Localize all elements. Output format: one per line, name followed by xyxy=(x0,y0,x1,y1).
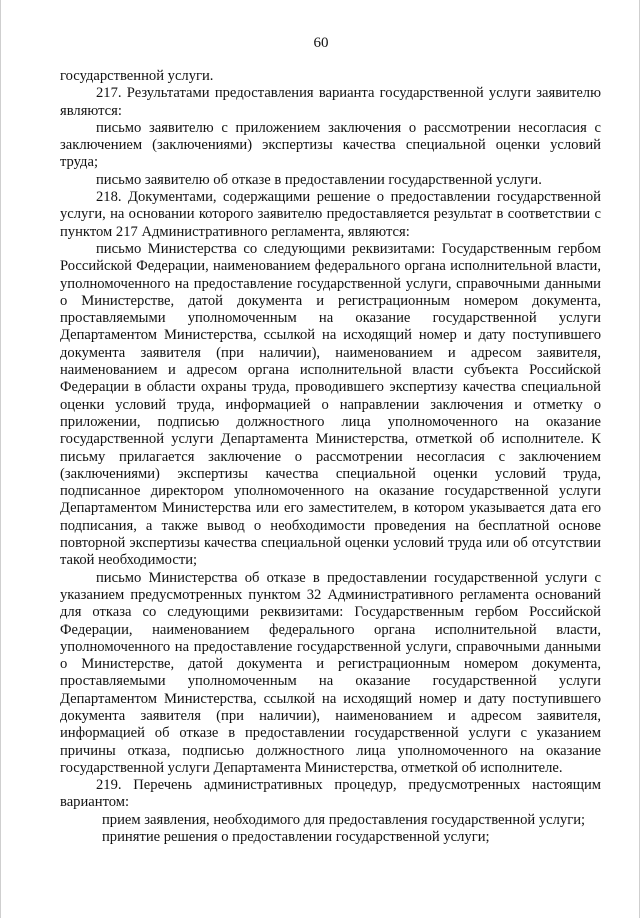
paragraph-218-letter-1: письмо Министерства со следующими реквизитами: Государственным гербом Российской Федерации, наименованием федерального органа исполнительной власти, уполномоченного на предоставление государственной услуги, справочными данными о Министерстве, датой документа и регистрационным номером документа, проставляемыми уполномоченным на оказание государственной услуги Департаментом Министерства, ссылкой на исходящий номер и дату поступившего документа заявителя (при наличии), наименованием и адресом заявителя, наименованием и адресом органа исполнительной власти субъекта Российской Федерации в области охраны труда, проводившего экспертизу качества специальной оценки условий труда, информацией о направлении заключения и отметку о приложении, подписью должностного лица уполномоченного на оказание государственной услуги Департамента Министерства, отметкой об исполнителе. К письму прилагается заключение о рассмотрении несогласия с заключением (заключениями) экспертизы качества специальной оценки условий труда, подписанное директором уполномоченного на оказание государственной услуги Департаментом Министерства или его заместителем, в котором указывается дата его подписания, а также вывод о необходимости проведения на бесплатной основе повторной экспертизы качества специальной оценки условий труда или об отсутствии такой необходимости; xyxy=(60,240,601,569)
document-body xyxy=(60,68,601,846)
paragraph-217: 217. Результатами предоставления варианта государственной услуги заявителю являются: xyxy=(60,85,601,119)
paragraph-218-letter-2: письмо Министерства об отказе в предоставлении государственной услуги с указанием предусмотренных пунктом 32 Административного регламента оснований для отказа со следующими реквизитами: Государственным гербом Российской Федерации, наименованием федерального органа исполнительной власти, уполномоченного на предоставление государственной услуги, справочными данными о Министерстве, датой документа и регистрационным номером документа, проставляемыми уполномоченным на оказание государственной услуги Департаментом Министерства, ссылкой на исходящий номер и дату поступившего документа заявителя (при наличии), наименованием и адресом заявителя, информацией об отказе в предоставлении государственной услуги с указанием причины отказа, подписью должностного лица уполномоченного на оказание государственной услуги Департамента Министерства, отметкой об исполнителе. xyxy=(60,569,601,776)
paragraph-continuation: государственной услуги. xyxy=(60,68,214,84)
paragraph-217-result-2: письмо заявителю об отказе в предоставлении государственной услуги. xyxy=(96,171,542,188)
paragraph-218: 218. Документами, содержащими решение о предоставлении государственной услуги, на основании которого заявителю предоставляется результат в соответствии с пунктом 217 Административного регламента, являются: xyxy=(60,189,601,240)
paragraph-217-result-1: письмо заявителю с приложением заключения о рассмотрении несогласия с заключением (заключениями) экспертизы качества специальной оценки условий труда; xyxy=(60,119,601,171)
page-number: 60 xyxy=(313,35,329,51)
paragraph-219-procedure-2: принятие решения о предоставлении государственной услуги; xyxy=(102,829,490,846)
paragraph-219-procedure-1: прием заявления, необходимого для предоставления государственной услуги; xyxy=(102,811,586,828)
paragraph-219: 219. Перечень административных процедур, предусмотренных настоящим вариантом: xyxy=(60,777,601,811)
